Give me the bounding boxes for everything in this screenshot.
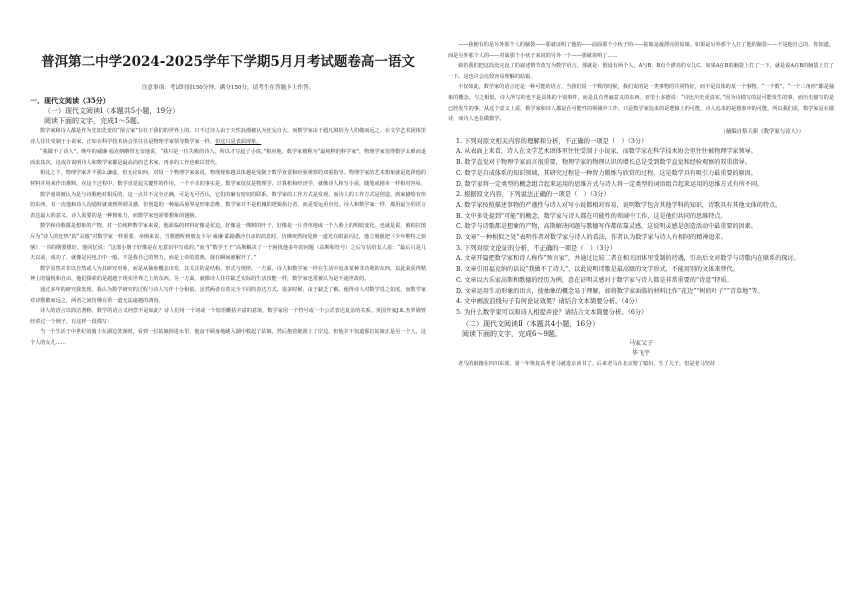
question-2-option-b: B. 文中多处提到“可能”的概念，数学家与诗人都在可能性的领域中工作，这是他们共同的思维特点。 — [456, 212, 727, 220]
question-3-option-a: A. 文章开篇把数学家和诗人称作“预言家”，并通过比较二者在相关团体里受制的待遇，引出后文对数学与诗歌内在联系的探讨。 — [456, 255, 800, 263]
passage-paragraph-7: 通过多年的研究我发现，我认为数学研究的过程与诗人写作十分相似，虽然两者有着完全不同的表达方式。很多时候，由于缺乏了解，使得诗人对数学畏之如虎，而数学家对诗歌敬而远之，两者之间仿佛有着一道无法逾越的鸿沟。 — [30, 286, 426, 304]
section1-subheading: （一）现代文阅读Ⅰ（本题共5小题，19分） — [44, 107, 180, 115]
passage-paragraph-3: 相比之下，物理学家并不那么谦虚，但无论如何，对每一个物理学家来说，物理现象越具体越是受制于数学直觉和经验观察的双重指导。物理学家的艺术想象就是选择他的材料并用来作出推断。在这个过程中，数学直觉起关键性的作用。一个不幸的事实是，数学家仅仅是物理学、计算机和经济学，就像诗人和写小说，随笔或剧本一样相对容易。 — [30, 170, 426, 187]
story-title: 马家父子 — [628, 339, 653, 347]
passage-paragraph-9: 当一个生活于中世纪的骑士在湖边洗澡时，看到一位姑娘掉进水里，他奋不顾身地跳入湖中救起了姑娘，然后抱着她游上了岸边，但他并不知道那位姑娘正是另一个人，这个人的女儿…… — [30, 329, 426, 346]
question-1-option-b: B. 数学直觉对于物理学家而言很重要，物理学家的物理认识的增长总是受到数学直觉和经验观察的双重指导。 — [456, 159, 751, 167]
question-3-option-c: C. 文章以古乐家高斯和歌德的经历为例，意在证明灵感对于数学家与诗人都是非常重要的“诗意”特质。 — [456, 276, 733, 284]
question-3-option-b: B. 文章引用福克纳的话说“我做不了诗人”，以此说明诗歌是最高级的文学形式，不能用别的文体来替代。 — [456, 266, 739, 274]
exam-title: 普洱第二中学2024-2025学年下学期5月月考试题卷高一语文 — [41, 54, 415, 70]
section1-heading: 一、现代文阅读（35分） — [30, 96, 110, 105]
passage-paragraph-8: 诗人的语言以简洁著称，数学的语言又何尝不是如此？诗人们用一个词或一个短语概括丰富的意境，数学家用一个符号或一个公式表达复杂的关系。英国作家J.K.杰罗姆曾经讲过一个例子，有这样一段描写： — [30, 308, 426, 325]
passage-paragraph-1: 数学家和诗人都是作为先知先觉的“预言家”存在于我们的世界上的。只不过诗人由于天性浪漫被认为狂妄自大，而数学家由于超凡脱俗为人们敬而远之。在文学艺术团体里诗人往往受制于小说家，正如在科学技术协会里往往是物理学家领导数学家一样。但这只是表面现象。 — [30, 128, 426, 145]
passage-paragraph-2: “我做不了诗人”，晚年的威廉·福克纳略带无奈地说，“我只是一位失败的诗人，所以才写起了小说。”相应地，数学家被称为“最纯粹的科学家”，物理学家觉得数学太难而退而求其次。这或许说明诗人和数学家都是最高尚的艺术家，再多的工作也难以替代。 — [30, 149, 426, 166]
right-column — [448, 0, 834, 608]
story-author: 毕飞宇 — [631, 349, 650, 357]
wavy-underlined-sentence: 但这只是表面现象。 — [215, 138, 262, 145]
question-3-option-d: D. 文章运用生动形象的语言，使抽象的概念易于理解，如将数学家面临的材料比作“花边”“树的叶子”“青草地”等。 — [456, 287, 764, 295]
question-5-stem: 5. 为什么数学家可以和诗人相提并论？请结合文本简要分析。（6分） — [456, 309, 648, 316]
question-1-option-c: C. 数学是自成体系的知识领域，其研究过程是一种智力锻炼与欣赏的过程，这是数学具有吸引力最重要的原因。 — [456, 169, 757, 177]
question-2-stem: 2. 根据原文内容，下列说法正确的一项是（ ）（3分） — [456, 191, 610, 199]
question-2-option-a: A. 数学家按照描述事物的严谨性与诗人对写小说都相对容易，说明数学包含其他学科的知识，诗歌具有其他文体的特点。 — [456, 201, 782, 209]
section1-instruction: 阅读下面的文字，完成1～5题。 — [44, 117, 144, 125]
story-first-line: 老马的祖籍在四川东部，第一年恢复高考老马就进京读书了。后来老马在北京娶了媳妇，生了儿子。但是老马坚持 — [458, 360, 716, 367]
passage-paragraph-6: 数学显然并非以自然或人为其研究对象，而是从抽象概念出发，其关注的是结构、形式与规律。一方面，诗人和数学家一样在生活中追求某种非功利的东西，以此来获得精神上的愉悦和自由，他们探索的是超越于现实世界之上的东西。另一方面，就像诗人往往缺乏实际的生活技能一样，数学家也常被认为是不通世故的。 — [30, 265, 426, 283]
question-1-stem: 1. 下列对原文相关内容的理解和分析，不正确的一项是（ ）（3分） — [456, 137, 648, 145]
question-2-option-d: D. 文章“一种相似之处”表明作者对数学家与诗人的看法，作者认为数学家与诗人有相同的精神追求。 — [456, 234, 727, 242]
question-1-option-a: A. 从表面上来看，诗人在文学艺术团体里往往受制于小说家，而数学家在科学技术协会里往往被物理学家领导。 — [456, 148, 757, 156]
passage-paragraph-4: 数学通常被认为是与诗歌绝对相反的，这一点并不完全正确，可是无可否认，它们的确有密切的联系。数学家的工作方式是发现，而诗人的工作方式是创造。画家描绘有形的东西，有一次他和诗人沟通时就谈到所谓灵感，但创造的一种最高境界是形象思维，数学家并不是机械的逻辑执行者，而是要运用直觉。诗人和数学家一样，都用最少的语言表达最大的意义。诗人需要的是一种想象力，而数学家也需要想象的翅膀。 — [30, 191, 426, 219]
question-2-option-c: C. 数学与诗歌都是想象的产物，高斯解决问题与歌德写作都依靠灵感，这说明灵感是创造活动中最重要的因素。 — [456, 223, 757, 231]
passage-source: （摘编自蔡天新《数学家与诗人》） — [720, 128, 804, 135]
question-3-stem: 3. 下列对原文论证的分析，不正确的一项是（ ）（3分） — [456, 244, 616, 252]
exam-notice: 注意事项：考试时间150分钟，满分150分，请考生在答题卡上作答。 — [141, 85, 315, 91]
left-column — [30, 0, 426, 608]
passage-paragraph-12: 不仅如此，数学家的语言还是一种可能的语言，当我们说一个数的时候，我们说的是一类事物的共同特征，而不是具体的某一个事物。“一个数”、“一个三角形”都是抽象的概念。与之相似，诗人所写的也不是具体的个别事件，而是具有普遍意义的东西。亚里士多德说：“诗比历史更真实。”因为诗描写的是可能发生的事，而历史描写的是已经发生的事。从这个意义上说，数学家和诗人都是在可能性的领域中工作，只是数学家追求的是逻辑上的可能，诗人追求的是想象中的可能。所以我们说，数学家是在做诗，而诗人也在做数学。 — [448, 84, 834, 123]
question-4-stem: 4. 文中画波浪线句子有何论证效果？请结合文本简要分析。（4分） — [456, 298, 642, 306]
passage-paragraph-11: 倘若我们把这段没完没了的叙述情节改写为数学语言，那就是：假设有两个人，A与B，B有个漂亮的女儿C。如果A在B的脑袋上打了一下，就是说A在B的脑袋上打了一下。这也许会比较容易理解的姑娘。 — [448, 63, 834, 80]
question-1-option-d: D. 数学家将一定类型的概念组合起来运用的思维方式与诗人将一定类型的词语组合起来运用的思维方式有所不同。 — [456, 180, 764, 188]
section2-subheading: （二）现代文阅读Ⅱ（本题共4小题，16分） — [462, 319, 600, 328]
section2-instruction: 阅读下面的文字，完成6～9题。 — [462, 329, 562, 338]
passage-paragraph-10: ——我拥有的是另外那个人的脑袋——那就证明了他的——前面那个小伙子的——姑娘是最漂亮的姑娘。如果是另外那个人打了他的脑袋——不是他自己的，你知道，而是另外那个人的——对面那个小伙子来说的另外一个——那就说明了…… — [448, 42, 834, 59]
passage-paragraph-5: 数学和诗歌都是想象的产物。对一位纯粹数学家来说，他面临的材料好像是花边，好像是一棵树的叶子，好像是一片青草地或一个人脸上的明暗变化。也就是说，被柏拉图斥为“诗人的狂热”的“灵感”对数学家一样重要。举例来说，当歌德听到朋友卡尔·威廉·耶路撒冷自杀的消息时，仿佛突然间见到一道光在眼前闪过，他立刻就把《少年维特之烦恼》一书的纲要想好。他回忆说：“这部小册子好像是在无意识中写成的。”而当“数学王子”高斯解决了一个困扰他多年的问题（高斯和符号）之后写信给友人说：“最后只是几天以前，成功了，就像是闪电击中一般，不是我自己的努力，而是上帝的恩典。谜在瞬间被解开了。” — [30, 223, 426, 262]
